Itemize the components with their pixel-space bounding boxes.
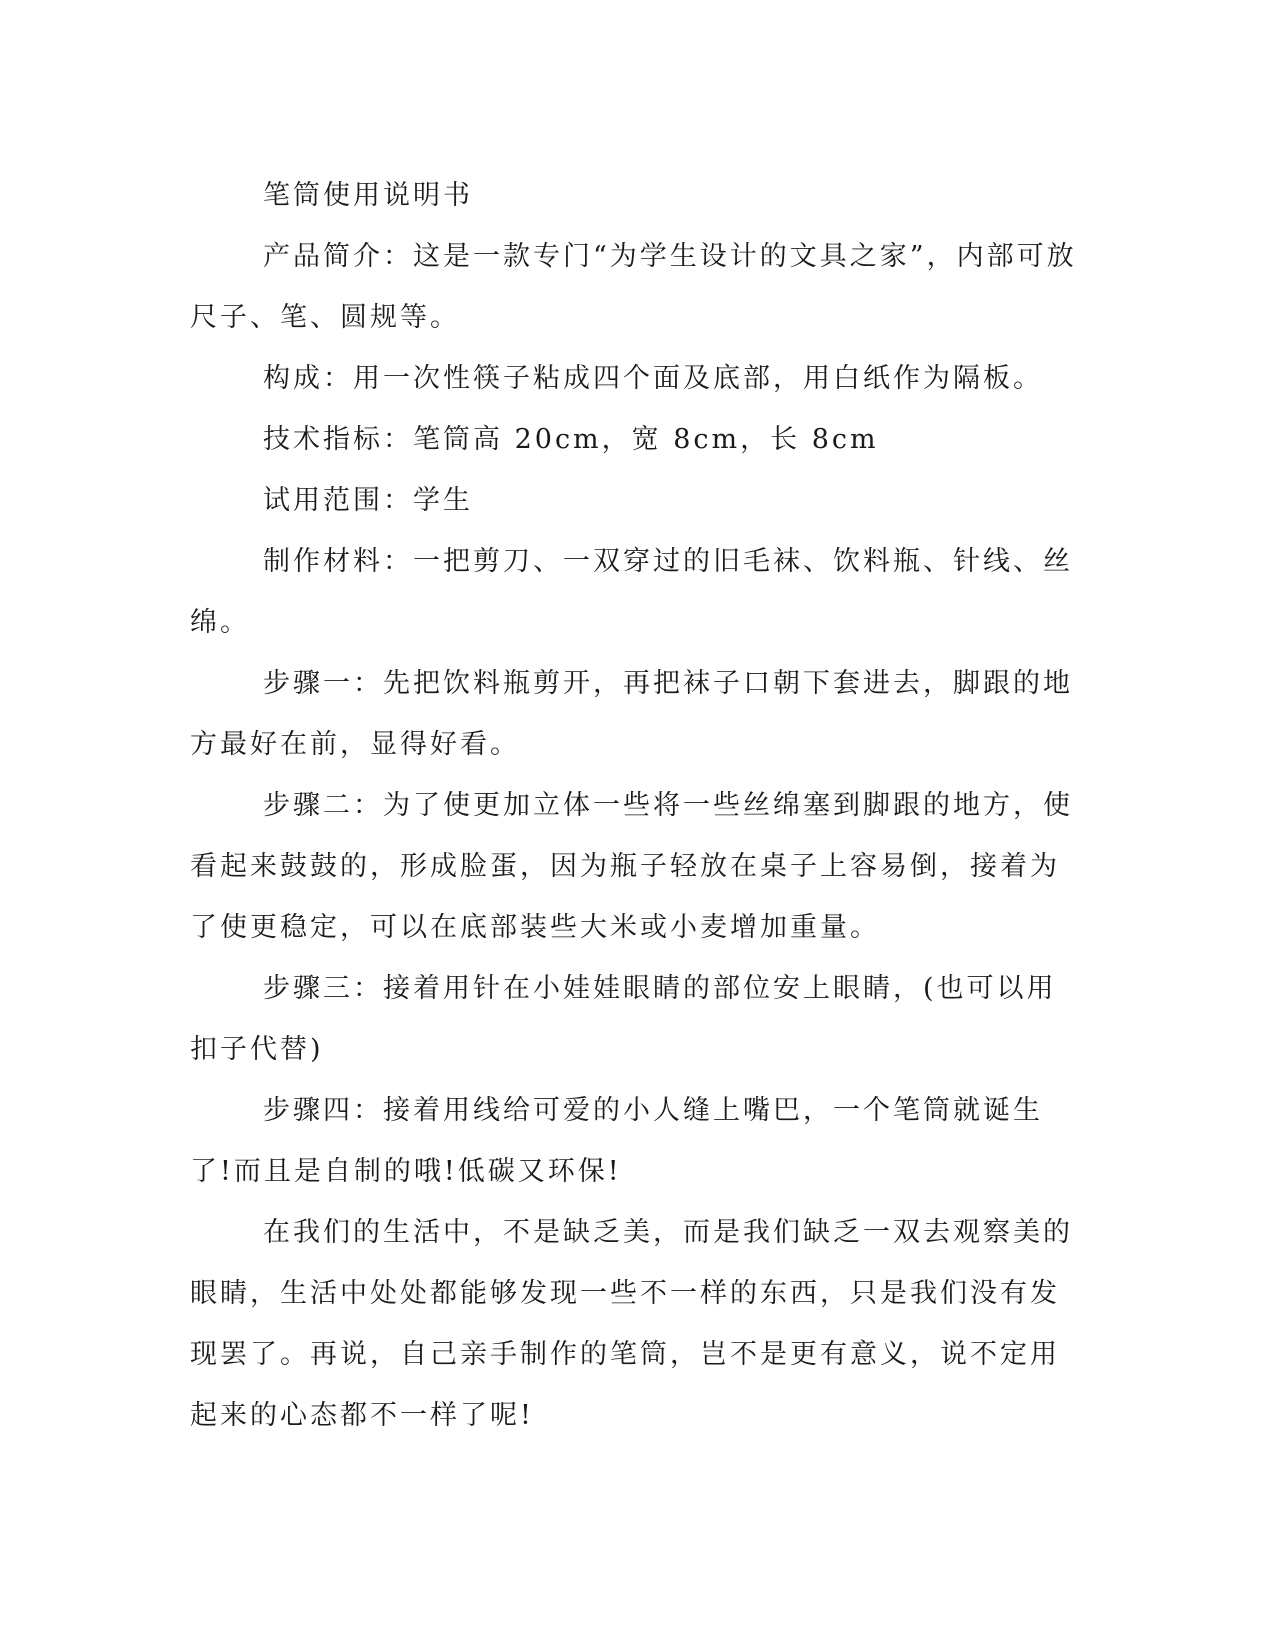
paragraph-step-2: 步骤二：为了使更加立体一些将一些丝绵塞到脚跟的地方，使看起来鼓鼓的，形成脸蛋，因为瓶子轻放在桌子上容易倒，接着为了使更稳定，可以在底部装些大米或小麦增加重量。 — [190, 790, 1073, 943]
paragraph-intro: 产品简介：这是一款专门“为学生设计的文具之家”，内部可放尺子、笔、圆规等。 — [190, 241, 1077, 333]
paragraph-step-4: 步骤四：接着用线给可爱的小人缝上嘴巴，一个笔筒就诞生了!而且是自制的哦!低碳又环保! — [190, 1095, 1043, 1187]
document-body — [190, 165, 1080, 1446]
paragraph-specs: 技术指标：笔筒高 20cm，宽 8cm，长 8cm — [263, 424, 879, 455]
paragraph-step-1: 步骤一：先把饮料瓶剪开，再把袜子口朝下套进去，脚跟的地方最好在前，显得好看。 — [190, 668, 1073, 760]
paragraph-composition: 构成：用一次性筷子粘成四个面及底部，用白纸作为隔板。 — [263, 363, 1043, 394]
paragraph-reflection: 在我们的生活中，不是缺乏美，而是我们缺乏一双去观察美的眼睛，生活中处处都能够发现一些不一样的东西，只是我们没有发现罢了。再说，自己亲手制作的笔筒，岂不是更有意义，说不定用起来的心态都不一样了呢! — [190, 1217, 1073, 1431]
paragraph-materials: 制作材料：一把剪刀、一双穿过的旧毛袜、饮料瓶、针线、丝绵。 — [190, 546, 1073, 638]
paragraph-step-3: 步骤三：接着用针在小娃娃眼睛的部位安上眼睛，(也可以用扣子代替) — [190, 973, 1057, 1065]
paragraph-scope: 试用范围：学生 — [263, 485, 473, 516]
document-title: 笔筒使用说明书 — [263, 180, 473, 211]
